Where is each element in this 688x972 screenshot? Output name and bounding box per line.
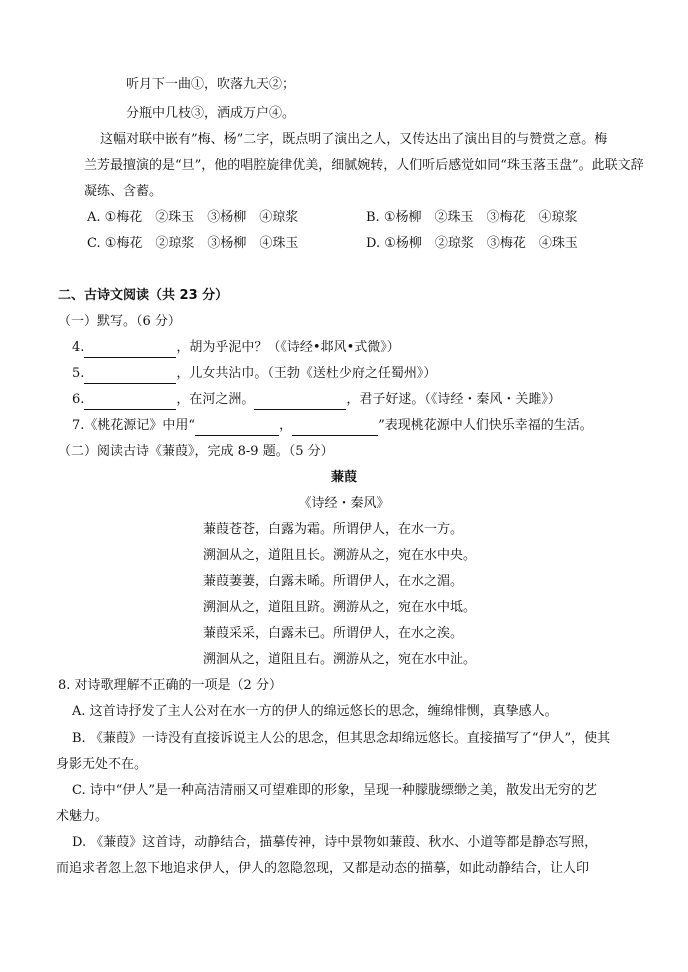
option-d: D. ①杨柳 ②琼浆 ③梅花 ④珠玉 xyxy=(366,236,578,251)
q6-text: ，君子好逑。（《诗经・秦风・关雎》） xyxy=(346,392,561,407)
explain-line-1: 这幅对联中嵌有”梅、杨”二字，既点明了演出之人，又传达出了演出目的与赞赏之意。梅 xyxy=(100,132,608,147)
explain-line-2: 兰芳最擅演的是“旦”，他的唱腔旋律优美，细腻婉转，人们听后感觉如同“珠玉落玉盘”。此联文辞 xyxy=(84,158,644,173)
part-2-heading: （二）阅读古诗《蒹葭》，完成 8-9 题。（5 分） xyxy=(58,444,334,459)
q7-answer-blank-2[interactable] xyxy=(292,421,378,436)
poem-line: 蒹葭采采，白露未已。所谓伊人，在水之涘。 xyxy=(203,626,464,641)
poem-line: 蒹葭萋萋，白露未晞。所谓伊人，在水之湄。 xyxy=(203,574,464,589)
q6-answer-blank-1[interactable] xyxy=(84,395,176,410)
q5-answer-blank[interactable] xyxy=(84,369,176,384)
q7-answer-blank-1[interactable] xyxy=(195,421,279,436)
q8-option-b-line-2: 身影无处不在。 xyxy=(56,757,148,772)
poem-line: 溯洄从之，道阻且跻。溯游从之，宛在水中坻。 xyxy=(203,600,477,615)
q6-number: 6. xyxy=(72,392,85,407)
q8-option-d-line-1: D. 《蒹葭》这首诗，动静结合，描摹传神，诗中景物如蒹葭、秋水、小道等都是静态写照， xyxy=(72,835,598,850)
q7-text: ”表现桃花源中人们快乐幸福的生活。 xyxy=(378,418,593,433)
poem-line: 溯洄从之，道阻且右。溯游从之，宛在水中沚。 xyxy=(203,652,477,667)
poem-line: 溯洄从之，道阻且长。溯游从之，宛在水中央。 xyxy=(203,548,477,563)
couplet-line-2: 分瓶中几枝③，洒成万户④。 xyxy=(126,106,296,121)
q4-text: ，胡为乎泥中？（《诗经•邶风•式微》） xyxy=(176,340,400,355)
q5-number: 5. xyxy=(72,366,85,381)
poem-line: 蒹葭苍苍，白露为霜。所谓伊人，在水一方。 xyxy=(203,522,464,537)
question-4 xyxy=(72,338,400,358)
q8-option-c-line-1: C. 诗中“伊人”是一种高洁清丽又可望难即的形象，呈现一种朦胧缥缈之美，散发出无穷的艺 xyxy=(72,783,598,798)
poem-source: 《诗经・秦风》 xyxy=(298,496,390,511)
question-7 xyxy=(72,416,593,436)
q6-answer-blank-2[interactable] xyxy=(254,395,346,410)
q6-text-mid: ，在河之洲。 xyxy=(176,392,255,407)
poem-title: 蒹葭 xyxy=(330,470,357,485)
option-c: C. ①梅花 ②琼浆 ③杨柳 ④珠玉 xyxy=(87,236,299,251)
q5-text: ，儿女共沾巾。（王勃《送杜少府之任蜀州》） xyxy=(176,366,437,381)
q8-stem: 8. 对诗歌理解不正确的一项是（2 分） xyxy=(58,678,282,693)
q4-number: 4. xyxy=(72,340,85,355)
explain-line-3: 凝练、含蓄。 xyxy=(84,184,163,199)
q8-option-b-line-1: B. 《蒹葭》一诗没有直接诉说主人公的思念，但其思念却绵远悠长。直接描写了“伊人”，使其 xyxy=(72,731,611,746)
question-6 xyxy=(72,390,561,410)
option-b: B. ①杨柳 ②珠玉 ③梅花 ④琼浆 xyxy=(366,210,578,225)
q8-option-d-line-2: 而追求者忽上忽下地追求伊人，伊人的忽隐忽现，又都是动态的描摹，如此动静结合，让人印 xyxy=(56,861,590,876)
q8-option-a: A. 这首诗抒发了主人公对在水一方的伊人的绵远悠长的思念，缠绵悱恻，真挚感人。 xyxy=(72,704,558,719)
q4-answer-blank[interactable] xyxy=(84,343,176,358)
q8-option-c-line-2: 术魅力。 xyxy=(56,809,109,824)
q7-text-head: 7.《桃花源记》中用“ xyxy=(72,418,196,433)
part-1-heading: （一）默写。（6 分） xyxy=(58,314,181,329)
q7-text-mid: ， xyxy=(279,418,293,433)
couplet-line-1: 听月下一曲①，吹落九天②； xyxy=(126,77,296,92)
question-5 xyxy=(72,364,436,384)
section-2-title: 二、古诗文阅读（共 23 分） xyxy=(58,288,229,303)
option-a: A. ①梅花 ②珠玉 ③杨柳 ④琼浆 xyxy=(87,210,299,225)
